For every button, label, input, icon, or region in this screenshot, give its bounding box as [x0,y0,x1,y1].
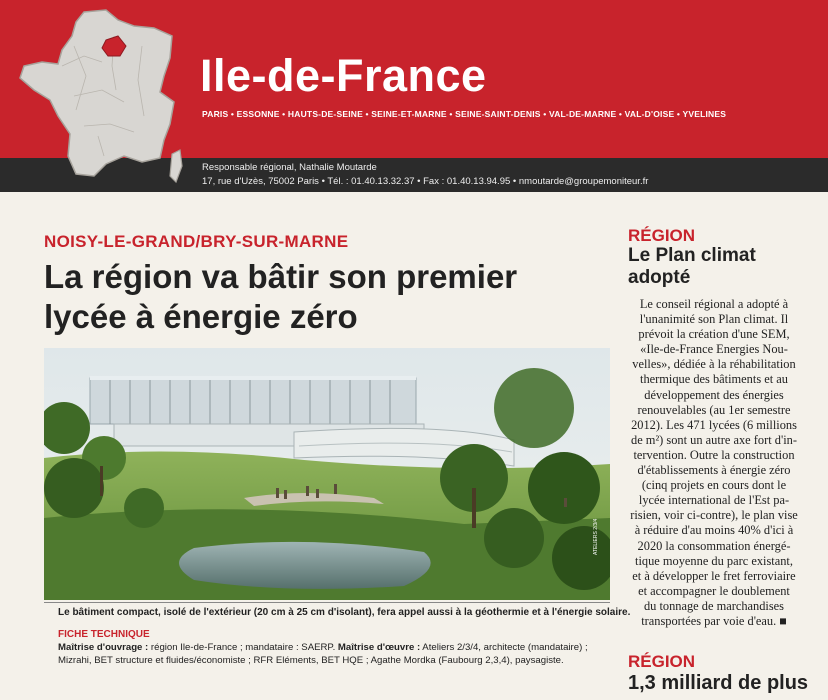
sidebar-title-1 [628,245,756,289]
fiche-label-oeuvre: Maîtrise d'œuvre : [337,642,421,653]
article-kicker: NOISY-LE-GRAND/BRY-SUR-MARNE [44,232,349,251]
sidebar-body-line: (cinq projets en cours dont le [641,478,787,493]
fiche-line-1 [58,641,598,654]
caption-divider [44,602,610,603]
headline-line-1: La région va bâtir son premier [44,258,518,295]
sidebar-body-line: velles», dédiée à la réhabilitation [632,357,796,372]
sidebar-title-1-line-1: Le Plan climat [628,245,756,266]
sidebar-body-line: transportées par voie d'eau. ■ [641,613,787,628]
departments-list: PARIS • ESSONNE • HAUTS-DE-SEINE • SEINE-ET-MARNE • SEINE-SAINT-DENIS • VAL-DE-MARNE • VAL-D'OISE • YVELINES [202,109,727,119]
contact-responsible: Responsable régional, Nathalie Moutarde [202,162,377,173]
fiche-text-oeuvre: Ateliers 2/3/4, architecte (mandataire) ; [420,642,588,653]
fiche-text-ouvrage: région Ile-de-France ; mandataire : SAERP. [148,642,338,653]
fiche-label-ouvrage: Maîtrise d'ouvrage : [58,642,149,653]
fiche-technique-body [58,641,598,667]
sidebar-title-2: 1,3 milliard de plus [628,672,809,694]
headline-line-2: lycée à énergie zéro [44,298,358,335]
sidebar-body-line: Le conseil régional a adopté à [639,297,789,311]
sidebar-title-1-line-2: adopté [628,267,691,288]
sidebar-body-line: renouvelables (au 1er semestre [637,402,791,417]
sidebar-label-1: RÉGION [628,226,696,245]
sidebar-body-line: l'unanimité son Plan climat. Il [639,312,789,327]
sidebar-body-line: thermique des bâtiments et au [640,372,788,387]
fiche-line-2: Mizrahi, BET structure et fluides/économiste ; RFR Eléments, BET HQE ; Agathe Mordka (Faubourg 2,3,4), paysagiste. [58,655,564,666]
sidebar-body-line: prévoit la création d'une SEM, [638,327,790,342]
sidebar-body-line: du tonnage de marchandises [643,598,785,613]
sidebar-body-line: tervention. Outre la construction [633,447,795,462]
france-map-icon [14,6,184,186]
sidebar-body-line: «Ile-de-France Energies Nou- [640,342,788,357]
photo-credit: ATELIERS 2/3/4 [593,518,599,555]
photo-caption: Le bâtiment compact, isolé de l'extérieur (20 cm à 25 cm d'isolant), fera appel aussi à la géothermie et à l'énergie solaire. [58,607,631,618]
contact-block [202,161,648,189]
sidebar-body-line: développement des énergies [644,387,784,402]
building-rendering-image [44,348,610,600]
sidebar-article-body [620,297,808,629]
sidebar-body-line: et à développer le fret ferroviaire [632,568,796,583]
sidebar-body-line: et accompagner le doublement [638,583,790,598]
article-headline [44,257,604,337]
region-title: Ile-de-France [200,50,487,101]
sidebar-label-2: RÉGION [628,652,696,671]
sidebar-body-line: à réduire d'au moins 40% d'ici à [634,523,794,538]
sidebar-body-line: 2012). Les 471 lycées (6 millions [631,417,797,432]
sidebar-body-line: lycée international de l'Est pa- [638,493,790,508]
sidebar-body-line: d'établissements à énergie zéro [637,463,791,478]
fiche-technique-title: FICHE TECHNIQUE [58,629,150,640]
sidebar-body-line: 2020 la consommation énergé- [637,538,791,553]
sidebar-body-line: tique moyenne du parc existant, [635,553,793,568]
sidebar-body-line: risien, voir ci-contre), le plan vise [630,508,798,523]
sidebar-body-line: de m²) sont un autre axe fort d'in- [631,432,797,447]
contact-address: 17, rue d'Uzès, 75002 Paris • Tél. : 01.40.13.32.37 • Fax : 01.40.13.94.95 • nmoutarde@groupemoniteur.fr [202,176,649,187]
